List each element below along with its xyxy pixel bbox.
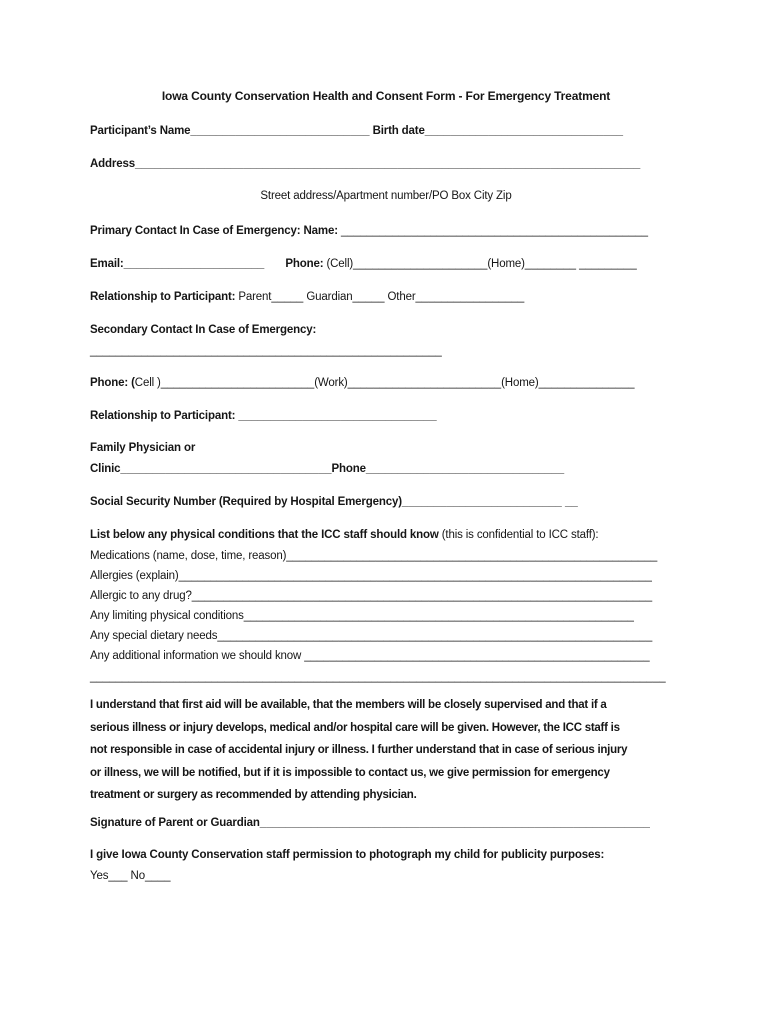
secondary-cell-blank[interactable]: ________________________ bbox=[160, 377, 315, 389]
photo-permission-label: I give Iowa County Conservation staff permission to photograph my child for publicity purposes: bbox=[90, 848, 605, 861]
limiting-conditions-label: Any limiting physical conditions bbox=[90, 610, 244, 622]
participant-name-label: Participant’s Name bbox=[90, 125, 191, 137]
primary-relationship-line bbox=[90, 287, 682, 308]
secondary-contact-name-blank[interactable]: _______________________________________________________ bbox=[90, 345, 442, 357]
physician-line1 bbox=[90, 438, 682, 459]
additional-info-blank[interactable]: ______________________________________________________ bbox=[304, 650, 650, 662]
family-physician-label: Family Physician or bbox=[90, 442, 196, 454]
limiting-conditions-blank[interactable]: _____________________________________________________________ bbox=[243, 610, 634, 622]
signature-line bbox=[90, 813, 682, 834]
primary-contact-heading: Primary Contact In Case of Emergency: Name: bbox=[90, 225, 341, 237]
limiting-conditions-row bbox=[90, 606, 682, 626]
secondary-home-blank[interactable]: _______________ bbox=[538, 377, 635, 389]
address-line bbox=[90, 154, 682, 175]
dietary-needs-row bbox=[90, 626, 682, 646]
no-blank[interactable]: ____ bbox=[144, 869, 171, 882]
physician-phone-label: Phone bbox=[331, 463, 366, 475]
medications-row bbox=[90, 546, 682, 566]
photo-permission-statement bbox=[90, 845, 682, 866]
drug-allergy-row bbox=[90, 586, 682, 606]
primary-contact-name-blank[interactable]: ________________________________________________ bbox=[340, 225, 648, 237]
secondary-relationship-blank[interactable]: _______________________________ bbox=[238, 410, 437, 422]
physician-phone-blank[interactable]: _______________________________ bbox=[365, 463, 565, 475]
conditions-heading-regular: (this is confidential to ICC staff): bbox=[438, 529, 599, 541]
address-label: Address bbox=[90, 158, 135, 170]
medications-blank[interactable]: __________________________________________________________ bbox=[286, 550, 658, 562]
guardian-blank[interactable]: _____ bbox=[352, 291, 385, 303]
yes-blank[interactable]: ___ bbox=[108, 869, 128, 882]
drug-allergy-label: Allergic to any drug? bbox=[90, 590, 192, 602]
primary-email-phone-line bbox=[90, 254, 682, 275]
additional-info-overflow-row bbox=[90, 666, 682, 688]
email-blank[interactable]: ______________________ bbox=[123, 258, 265, 270]
consent-paragraph-line: not responsible in case of accidental injury or illness. I further understand that in case of serious injury bbox=[90, 744, 628, 756]
secondary-work-blank[interactable]: ________________________ bbox=[347, 377, 502, 389]
consent-paragraph-line: serious illness or injury develops, medical and/or hospital care will be given. However, the ICC staff is bbox=[90, 721, 620, 734]
birth-date-blank[interactable]: _______________________________ bbox=[424, 125, 624, 137]
secondary-work-label: (Work) bbox=[314, 377, 348, 389]
dietary-needs-label: Any special dietary needs bbox=[90, 630, 218, 642]
ssn-label: Social Security Number (Required by Hospital Emergency) bbox=[90, 496, 402, 508]
address-caption: Street address/Apartment number/PO Box City Zip bbox=[260, 190, 512, 202]
consent-paragraph bbox=[90, 694, 682, 807]
medications-label: Medications (name, dose, time, reason) bbox=[90, 550, 287, 562]
dietary-needs-blank[interactable]: ____________________________________________________________________ bbox=[217, 630, 653, 642]
parent-blank[interactable]: _____ bbox=[271, 291, 304, 303]
primary-home-label: (Home) bbox=[487, 258, 525, 270]
secondary-contact-heading-label: Secondary Contact In Case of Emergency: bbox=[90, 324, 317, 336]
form-title: Iowa County Conservation Health and Consent Form - For Emergency Treatment bbox=[161, 89, 611, 103]
secondary-cell-label: Cell ) bbox=[134, 377, 161, 389]
consent-paragraph-line: or illness, we will be notified, but if it is impossible to contact us, we give permission for emergency bbox=[90, 766, 610, 779]
conditions-heading bbox=[90, 525, 682, 546]
allergies-blank[interactable]: __________________________________________________________________________ bbox=[178, 570, 652, 582]
participant-name-blank[interactable]: ____________________________ bbox=[190, 125, 370, 137]
participant-birth-line bbox=[90, 121, 682, 142]
allergies-label: Allergies (explain) bbox=[90, 570, 179, 582]
birth-date-label: Birth date bbox=[372, 125, 425, 137]
ssn-blank[interactable]: _________________________ __ bbox=[401, 496, 578, 508]
clinic-blank[interactable]: _________________________________ bbox=[120, 463, 332, 475]
primary-contact-name-line bbox=[90, 221, 682, 242]
no-label: No bbox=[130, 869, 145, 882]
secondary-phone-line bbox=[90, 373, 682, 394]
other-label: Other bbox=[387, 291, 416, 303]
conditions-list bbox=[90, 546, 682, 688]
primary-relationship-label: Relationship to Participant: bbox=[90, 291, 236, 303]
signature-label: Signature of Parent or Guardian bbox=[90, 816, 260, 829]
ssn-line bbox=[90, 492, 682, 513]
additional-info-row bbox=[90, 646, 682, 666]
guardian-label: Guardian bbox=[306, 291, 353, 303]
consent-paragraph-line: I understand that first aid will be available, that the members will be closely supervised and that if a bbox=[90, 699, 607, 711]
consent-paragraph-line: treatment or surgery as recommended by attending physician. bbox=[90, 789, 417, 801]
clinic-label: Clinic bbox=[90, 463, 121, 475]
conditions-heading-bold: List below any physical conditions that the ICC staff should know bbox=[90, 529, 439, 541]
physician-line2 bbox=[90, 459, 682, 480]
email-label: Email: bbox=[90, 258, 124, 270]
drug-allergy-blank[interactable]: ________________________________________________________________________ bbox=[191, 590, 653, 602]
signature-blank[interactable]: _____________________________________________________________ bbox=[259, 816, 650, 829]
health-consent-form-document bbox=[90, 86, 682, 887]
primary-home-blank[interactable]: ________ _________ bbox=[524, 258, 637, 270]
secondary-home-label: (Home) bbox=[501, 377, 539, 389]
secondary-relationship-label: Relationship to Participant: bbox=[90, 410, 239, 422]
photo-permission-answer-line bbox=[90, 866, 682, 887]
allergies-row bbox=[90, 566, 682, 586]
parent-label: Parent bbox=[238, 291, 272, 303]
additional-info-overflow-blank[interactable]: __________________________________________________________________________________________ bbox=[90, 671, 666, 683]
primary-phone-label: Phone: bbox=[285, 258, 324, 270]
primary-cell-blank[interactable]: _____________________ bbox=[353, 258, 488, 270]
additional-info-label: Any additional information we should know bbox=[90, 650, 305, 662]
address-blank[interactable]: _______________________________________________________________________________ bbox=[134, 158, 641, 170]
secondary-phone-label: Phone: ( bbox=[90, 377, 135, 389]
primary-cell-label: (Cell) bbox=[326, 258, 354, 270]
secondary-relationship-line bbox=[90, 406, 682, 427]
yes-label: Yes bbox=[90, 869, 109, 882]
other-blank[interactable]: _________________ bbox=[415, 291, 525, 303]
secondary-contact-heading bbox=[90, 320, 682, 341]
secondary-contact-name-line bbox=[90, 341, 682, 362]
